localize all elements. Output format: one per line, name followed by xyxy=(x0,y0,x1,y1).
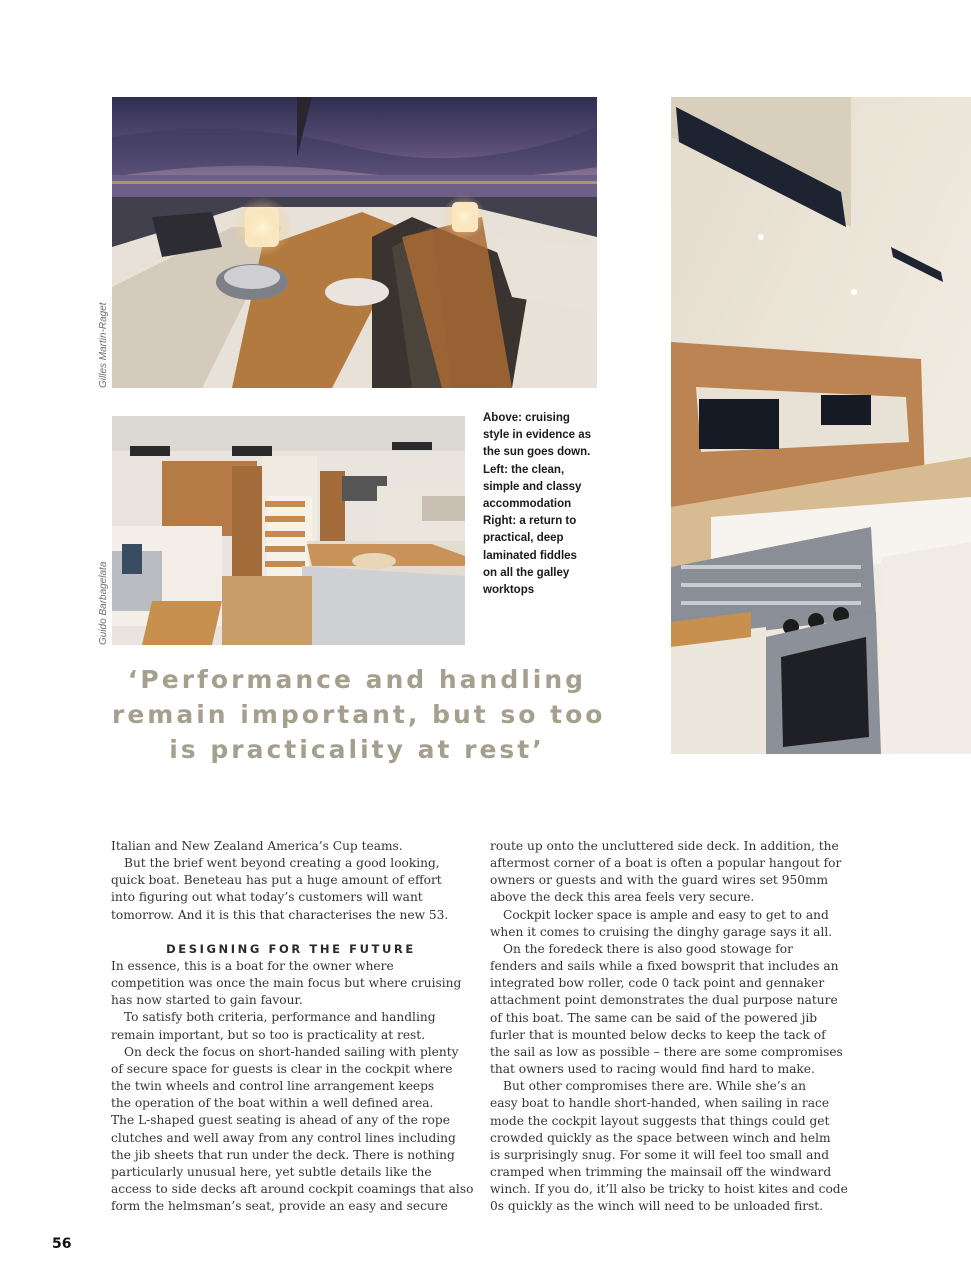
body-line: integrated bow roller, code 0 tack point and gennaker xyxy=(490,976,825,991)
body-line: On deck the focus on short-handed sailing with plenty xyxy=(124,1044,459,1059)
photo-credit: Guido Barbagelata xyxy=(98,561,109,645)
body-line: when it comes to cruising the dinghy garage says it all. xyxy=(490,924,833,939)
body-line: competition was once the main focus but where cruising xyxy=(111,976,462,991)
body-line: crowded quickly as the space between winch and helm xyxy=(490,1130,831,1145)
caption-line: simple and classy xyxy=(483,480,582,493)
body-line: particularly unusual here, yet subtle details like the xyxy=(111,1164,432,1179)
body-line: of secure space for guests is clear in the cockpit where xyxy=(111,1061,453,1076)
body-line: above the deck this area feels very secure. xyxy=(490,890,755,905)
body-line: aftermost corner of a boat is often a popular hangout for xyxy=(490,856,842,871)
body-line: has now started to gain favour. xyxy=(111,993,303,1008)
photo-caption xyxy=(483,410,603,599)
body-line: cramped when trimming the mainsail off the windward xyxy=(490,1164,832,1179)
caption-line: worktops xyxy=(483,584,535,597)
galley-photo xyxy=(671,97,971,754)
body-line: The L-shaped guest seating is ahead of any of the rope xyxy=(111,1113,450,1128)
body-line: the sail as low as possible – there are some compromises xyxy=(490,1044,843,1059)
body-line: fenders and sails while a fixed bowsprit that includes an xyxy=(490,959,839,974)
body-line: On the foredeck there is also good stowage for xyxy=(503,941,793,956)
page-number: 56 xyxy=(52,1236,72,1252)
body-line: mode the cockpit layout suggests that things could get xyxy=(490,1113,830,1128)
body-line: To satisfy both criteria, performance and handling xyxy=(124,1010,436,1025)
body-line: 0s quickly as the winch will need to be unloaded first. xyxy=(490,1199,824,1214)
body-line: But the brief went beyond creating a good looking, xyxy=(124,856,440,871)
caption-line: Left: the clean, xyxy=(483,463,565,476)
body-line: the jib sheets that run under the deck. There is nothing xyxy=(111,1147,455,1162)
caption-line: the sun goes down. xyxy=(483,446,591,459)
body-line: form the helmsman’s seat, provide an easy and secure xyxy=(111,1199,448,1214)
caption-line: Above: cruising xyxy=(483,412,570,424)
body-line: clutches and well away from any control lines including xyxy=(111,1130,456,1145)
body-line: route up onto the uncluttered side deck. In addition, the xyxy=(490,839,839,853)
body-line: Cockpit locker space is ample and easy to get to and xyxy=(503,907,829,922)
body-line: Italian and New Zealand America’s Cup teams. xyxy=(111,839,403,853)
body-line: easy boat to handle short-handed, when sailing in race xyxy=(490,1096,830,1111)
caption-line: accommodation xyxy=(483,498,572,511)
body-line: the twin wheels and control line arrangement keeps xyxy=(111,1079,435,1094)
body-line: quick boat. Beneteau has put a huge amount of effort xyxy=(111,873,442,888)
interior-saloon-photo xyxy=(112,416,465,645)
body-line: of this boat. The same can be said of the powered jib xyxy=(490,1010,818,1025)
body-line: that owners used to racing would find hard to make. xyxy=(490,1062,815,1077)
photo-credit: Gilles Martin-Raget xyxy=(98,302,109,388)
body-line: But other compromises there are. While she’s an xyxy=(503,1079,806,1094)
body-line: remain important, but so too is practicality at rest. xyxy=(111,1027,426,1042)
body-line: winch. If you do, it’ll also be tricky to hoist kites and code xyxy=(490,1182,848,1197)
body-line: tomorrow. And it is this that characterises the new 53. xyxy=(111,907,449,922)
body-line: furler that is mounted below decks to keep the tack of xyxy=(490,1027,826,1042)
body-line: the operation of the boat within a well defined area. xyxy=(111,1096,434,1111)
body-line: access to side decks aft around cockpit coamings that also xyxy=(111,1181,474,1196)
body-line: into figuring out what today’s customers will want xyxy=(111,890,423,905)
body-column-right xyxy=(490,838,860,1215)
pull-quote-line: remain important, but so too xyxy=(112,700,606,729)
pull-quote xyxy=(112,662,606,767)
caption-line: practical, deep xyxy=(483,532,564,545)
body-line: attachment point demonstrates the dual purpose nature xyxy=(490,993,838,1008)
body-column-left xyxy=(111,838,474,1215)
caption-line: style in evidence as xyxy=(483,429,592,442)
caption-line: laminated fiddles xyxy=(483,549,577,562)
pull-quote-line: ‘Performance and handling xyxy=(127,665,587,694)
body-line: owners or guests and with the guard wires set 950mm xyxy=(490,873,829,888)
section-subhead: DESIGNING FOR THE FUTURE xyxy=(166,941,416,956)
body-line: is surprisingly snug. For some it will feel too small and xyxy=(490,1147,829,1162)
pull-quote-line: is practicality at rest’ xyxy=(169,735,545,764)
cockpit-dusk-photo xyxy=(112,97,597,388)
caption-line: Right: a return to xyxy=(483,515,577,528)
body-line: In essence, this is a boat for the owner where xyxy=(111,958,394,973)
caption-line: on all the galley xyxy=(483,566,570,579)
